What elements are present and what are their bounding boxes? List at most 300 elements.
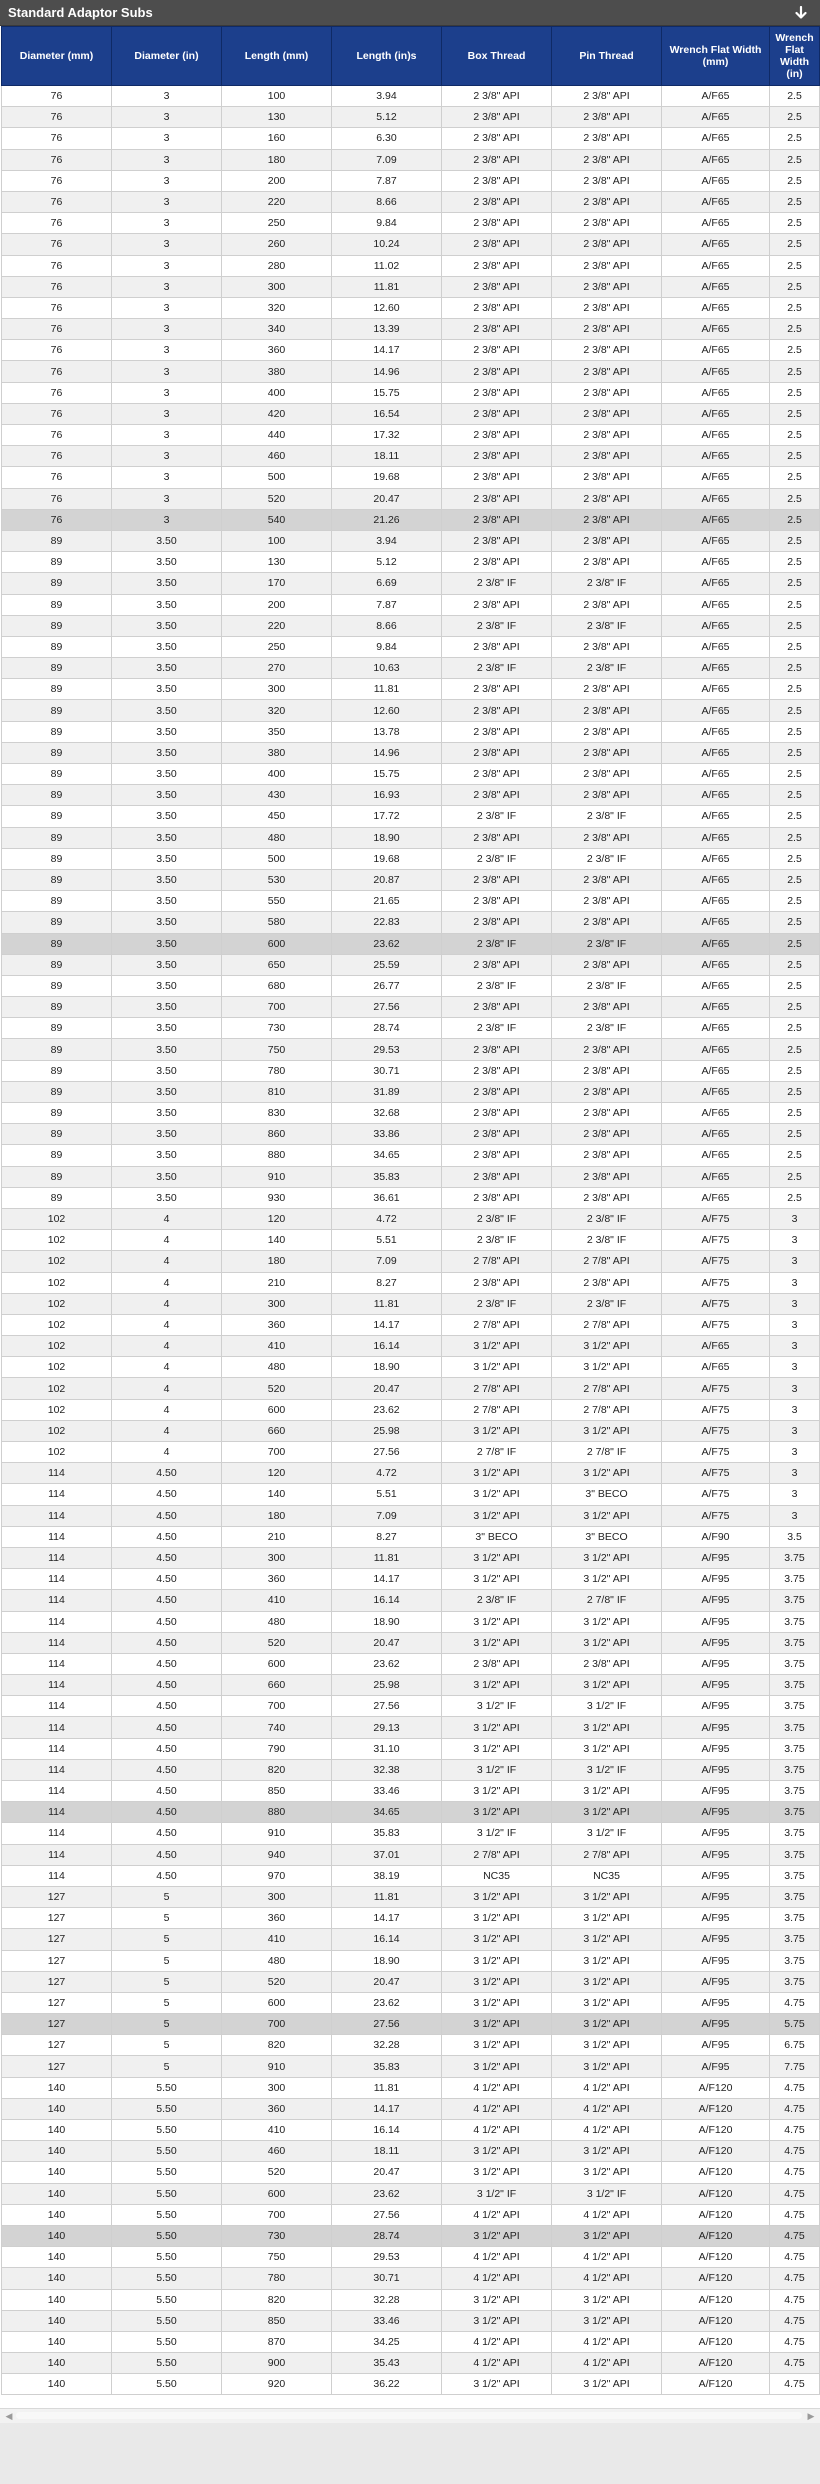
table-cell: 2 3/8" API <box>552 213 662 234</box>
table-cell: 127 <box>2 1908 112 1929</box>
table-cell: 3 <box>112 234 222 255</box>
table-row <box>2 2247 820 2268</box>
table-cell: 3.50 <box>112 785 222 806</box>
table-cell: 2 7/8" API <box>552 1314 662 1335</box>
table-cell: 7.87 <box>332 594 442 615</box>
table-cell: 2 3/8" API <box>552 488 662 509</box>
table-cell: 114 <box>2 1590 112 1611</box>
table-cell: 3 1/2" API <box>552 2056 662 2077</box>
table-cell: 2.5 <box>770 658 820 679</box>
table-cell: 3 1/2" API <box>552 1717 662 1738</box>
table-cell: 210 <box>222 1272 332 1293</box>
table-cell: 2 3/8" API <box>552 86 662 107</box>
table-row <box>2 1018 820 1039</box>
table-cell: 3 <box>112 191 222 212</box>
table-row <box>2 1569 820 1590</box>
table-cell: 2 3/8" IF <box>552 933 662 954</box>
table-row <box>2 1314 820 1335</box>
table-row <box>2 1420 820 1441</box>
table-cell: 3 1/2" API <box>552 1908 662 1929</box>
scrollbar-thumb[interactable] <box>16 2412 802 2419</box>
table-cell: 89 <box>2 997 112 1018</box>
table-cell: 3.75 <box>770 1590 820 1611</box>
table-cell: 2.5 <box>770 276 820 297</box>
table-row <box>2 403 820 424</box>
table-cell: 120 <box>222 1463 332 1484</box>
table-cell: A/F95 <box>662 1675 770 1696</box>
table-cell: A/F95 <box>662 1844 770 1865</box>
table-cell: 820 <box>222 2289 332 2310</box>
table-row <box>2 700 820 721</box>
table-cell: 3 <box>112 149 222 170</box>
column-header: Diameter (in) <box>112 27 222 86</box>
table-cell: 89 <box>2 933 112 954</box>
header-row <box>2 27 820 86</box>
table-cell: 2 3/8" API <box>552 340 662 361</box>
table-cell: 3 <box>770 1336 820 1357</box>
table-cell: 3.75 <box>770 1971 820 1992</box>
table-cell: 2.5 <box>770 700 820 721</box>
table-cell: 3 1/2" API <box>442 2056 552 2077</box>
table-cell: A/F65 <box>662 1124 770 1145</box>
table-cell: 3.75 <box>770 1950 820 1971</box>
table-cell: 5.12 <box>332 552 442 573</box>
table-cell: 2 3/8" API <box>552 552 662 573</box>
table-cell: 4 1/2" API <box>442 2120 552 2141</box>
table-cell: 830 <box>222 1103 332 1124</box>
table-cell: 930 <box>222 1187 332 1208</box>
table-cell: 3.50 <box>112 933 222 954</box>
table-cell: 2.5 <box>770 615 820 636</box>
table-cell: 20.47 <box>332 1971 442 1992</box>
table-cell: 89 <box>2 594 112 615</box>
table-cell: 5.50 <box>112 2162 222 2183</box>
table-cell: 3 1/2" IF <box>552 1696 662 1717</box>
table-cell: 270 <box>222 658 332 679</box>
table-cell: 3.50 <box>112 997 222 1018</box>
table-cell: 2 3/8" API <box>552 594 662 615</box>
table-row <box>2 785 820 806</box>
table-cell: 820 <box>222 2035 332 2056</box>
table-row <box>2 107 820 128</box>
table-cell: 35.43 <box>332 2353 442 2374</box>
table-cell: 16.14 <box>332 1590 442 1611</box>
table-cell: 2 3/8" API <box>442 1060 552 1081</box>
table-cell: 27.56 <box>332 1442 442 1463</box>
table-cell: 7.09 <box>332 1251 442 1272</box>
table-row <box>2 1992 820 2013</box>
table-cell: 33.46 <box>332 1781 442 1802</box>
table-cell: 3 1/2" API <box>442 1908 552 1929</box>
table-cell: 3 1/2" API <box>552 1950 662 1971</box>
table-cell: 460 <box>222 446 332 467</box>
table-cell: 300 <box>222 1293 332 1314</box>
table-cell: 2 3/8" API <box>442 891 552 912</box>
table-cell: 29.13 <box>332 1717 442 1738</box>
table-cell: 3.50 <box>112 1039 222 1060</box>
table-cell: 4.75 <box>770 2331 820 2352</box>
table-cell: 360 <box>222 340 332 361</box>
table-cell: 2.5 <box>770 764 820 785</box>
table-cell: A/F65 <box>662 149 770 170</box>
table-row <box>2 2289 820 2310</box>
table-cell: 320 <box>222 700 332 721</box>
table-cell: A/F95 <box>662 2035 770 2056</box>
table-cell: 100 <box>222 86 332 107</box>
table-cell: 700 <box>222 2204 332 2225</box>
horizontal-scrollbar[interactable] <box>0 2408 820 2424</box>
table-cell: 3 1/2" IF <box>552 2183 662 2204</box>
table-cell: 2 3/8" API <box>442 425 552 446</box>
table-cell: 3 1/2" API <box>552 2014 662 2035</box>
table-cell: 4 <box>112 1293 222 1314</box>
table-cell: 2 3/8" API <box>442 1124 552 1145</box>
table-cell: A/F75 <box>662 1293 770 1314</box>
table-cell: 3 1/2" API <box>552 1738 662 1759</box>
table-row <box>2 1166 820 1187</box>
table-cell: 89 <box>2 742 112 763</box>
table-cell: 2 3/8" API <box>552 319 662 340</box>
table-cell: 3.50 <box>112 1145 222 1166</box>
table-cell: 3.50 <box>112 1081 222 1102</box>
table-cell: 2 3/8" API <box>442 191 552 212</box>
table-cell: 4.50 <box>112 1865 222 1886</box>
table-cell: 3.50 <box>112 1166 222 1187</box>
table-cell: 3 <box>112 488 222 509</box>
table-cell: 2 3/8" API <box>552 107 662 128</box>
table-cell: 180 <box>222 1505 332 1526</box>
table-cell: A/F65 <box>662 488 770 509</box>
table-cell: A/F65 <box>662 403 770 424</box>
table-cell: 2 3/8" API <box>552 255 662 276</box>
table-cell: 4 1/2" API <box>552 2331 662 2352</box>
table-cell: 2 3/8" IF <box>442 933 552 954</box>
table-cell: 11.81 <box>332 1886 442 1907</box>
table-cell: A/F65 <box>662 933 770 954</box>
table-cell: 420 <box>222 403 332 424</box>
table-cell: 2 3/8" IF <box>442 1208 552 1229</box>
table-cell: A/F95 <box>662 1569 770 1590</box>
table-cell: A/F90 <box>662 1526 770 1547</box>
table-cell: 160 <box>222 128 332 149</box>
table-cell: 5 <box>112 1971 222 1992</box>
table-cell: A/F95 <box>662 1653 770 1674</box>
table-row <box>2 1696 820 1717</box>
table-cell: 3 <box>112 319 222 340</box>
table-cell: 3 1/2" API <box>552 1632 662 1653</box>
table-cell: 89 <box>2 1187 112 1208</box>
table-cell: 3 1/2" API <box>442 1802 552 1823</box>
table-cell: 5.50 <box>112 2120 222 2141</box>
table-cell: 2.5 <box>770 530 820 551</box>
table-cell: 76 <box>2 467 112 488</box>
table-cell: A/F65 <box>662 912 770 933</box>
table-row <box>2 2141 820 2162</box>
table-cell: 2.5 <box>770 975 820 996</box>
table-cell: 100 <box>222 530 332 551</box>
table-cell: 2 3/8" API <box>442 636 552 657</box>
table-cell: 18.11 <box>332 2141 442 2162</box>
table-cell: 4 <box>112 1251 222 1272</box>
table-row <box>2 128 820 149</box>
table-cell: 3 1/2" API <box>442 1484 552 1505</box>
table-cell: 5 <box>112 1992 222 2013</box>
table-cell: 20.47 <box>332 2162 442 2183</box>
table-cell: A/F95 <box>662 1950 770 1971</box>
arrow-left-icon[interactable]: ◀ <box>5 2411 13 2421</box>
table-cell: A/F65 <box>662 297 770 318</box>
table-cell: 3 <box>112 107 222 128</box>
table-cell: 30.71 <box>332 2268 442 2289</box>
table-cell: 2 3/8" API <box>442 382 552 403</box>
table-cell: 4.72 <box>332 1463 442 1484</box>
table-cell: 600 <box>222 2183 332 2204</box>
table-cell: 3 1/2" API <box>442 1336 552 1357</box>
table-row <box>2 2374 820 2395</box>
table-cell: 2 3/8" API <box>552 1166 662 1187</box>
table-cell: 2 3/8" API <box>552 1124 662 1145</box>
table-cell: 76 <box>2 340 112 361</box>
table-row <box>2 891 820 912</box>
table-cell: A/F120 <box>662 2141 770 2162</box>
table-cell: 102 <box>2 1399 112 1420</box>
table-cell: 3 1/2" API <box>552 2225 662 2246</box>
table-cell: 550 <box>222 891 332 912</box>
table-cell: 8.27 <box>332 1526 442 1547</box>
table-cell: 3.75 <box>770 1569 820 1590</box>
table-cell: 3 1/2" API <box>442 1971 552 1992</box>
table-cell: 2 3/8" API <box>442 785 552 806</box>
table-cell: 2 3/8" API <box>552 128 662 149</box>
table-cell: 28.74 <box>332 1018 442 1039</box>
table-cell: A/F65 <box>662 594 770 615</box>
table-row <box>2 319 820 340</box>
table-cell: 3.50 <box>112 721 222 742</box>
table-cell: 4.50 <box>112 1526 222 1547</box>
table-cell: 16.54 <box>332 403 442 424</box>
table-cell: 3.75 <box>770 1717 820 1738</box>
table-cell: 4.50 <box>112 1505 222 1526</box>
table-row <box>2 869 820 890</box>
table-cell: 2.5 <box>770 340 820 361</box>
table-cell: 3.50 <box>112 954 222 975</box>
table-row <box>2 2098 820 2119</box>
arrow-right-icon[interactable]: ▶ <box>807 2411 815 2421</box>
table-cell: 31.89 <box>332 1081 442 1102</box>
table-cell: 4.75 <box>770 2225 820 2246</box>
table-cell: 2 3/8" API <box>552 509 662 530</box>
table-cell: 2.5 <box>770 573 820 594</box>
table-cell: 480 <box>222 1611 332 1632</box>
table-cell: A/F95 <box>662 2056 770 2077</box>
table-cell: 4 1/2" API <box>442 2331 552 2352</box>
table-cell: 3 <box>112 467 222 488</box>
table-cell: 89 <box>2 975 112 996</box>
table-cell: 2 3/8" API <box>442 149 552 170</box>
table-cell: 89 <box>2 827 112 848</box>
table-cell: 3 1/2" API <box>442 1505 552 1526</box>
table-cell: 5 <box>112 2035 222 2056</box>
table-cell: 2 3/8" API <box>552 170 662 191</box>
table-cell: 3.5 <box>770 1526 820 1547</box>
table-cell: 4 1/2" API <box>552 2268 662 2289</box>
table-cell: 440 <box>222 425 332 446</box>
table-cell: 5 <box>112 1908 222 1929</box>
table-cell: 3 1/2" API <box>552 1357 662 1378</box>
table-row <box>2 2225 820 2246</box>
table-cell: 350 <box>222 721 332 742</box>
table-cell: A/F65 <box>662 764 770 785</box>
table-cell: 3.50 <box>112 912 222 933</box>
table-cell: 140 <box>2 2331 112 2352</box>
table-row <box>2 1632 820 1653</box>
table-cell: 2.5 <box>770 636 820 657</box>
table-cell: 3.50 <box>112 636 222 657</box>
table-cell: 5.75 <box>770 2014 820 2035</box>
table-cell: A/F95 <box>662 1759 770 1780</box>
table-cell: A/F65 <box>662 382 770 403</box>
table-row <box>2 1336 820 1357</box>
table-row <box>2 382 820 403</box>
table-row <box>2 1886 820 1907</box>
table-cell: 2.5 <box>770 86 820 107</box>
table-cell: 11.81 <box>332 1293 442 1314</box>
table-cell: 102 <box>2 1420 112 1441</box>
table-cell: 3 1/2" API <box>552 1547 662 1568</box>
column-header: Pin Thread <box>552 27 662 86</box>
table-cell: 360 <box>222 1569 332 1590</box>
table-row <box>2 297 820 318</box>
table-row <box>2 467 820 488</box>
table-cell: 340 <box>222 319 332 340</box>
table-cell: 4 1/2" API <box>442 2247 552 2268</box>
table-cell: 114 <box>2 1738 112 1759</box>
table-cell: 140 <box>222 1484 332 1505</box>
table-row <box>2 170 820 191</box>
table-cell: 4 1/2" API <box>552 2247 662 2268</box>
table-cell: 14.17 <box>332 1569 442 1590</box>
table-cell: 2 3/8" API <box>552 446 662 467</box>
table-cell: 660 <box>222 1420 332 1441</box>
table-cell: 13.78 <box>332 721 442 742</box>
table-cell: 2 3/8" API <box>552 1103 662 1124</box>
table-cell: 2 3/8" IF <box>442 658 552 679</box>
table-cell: 14.17 <box>332 1908 442 1929</box>
column-header: Length (in)s <box>332 27 442 86</box>
table-row <box>2 340 820 361</box>
table-cell: 76 <box>2 213 112 234</box>
table-cell: A/F75 <box>662 1442 770 1463</box>
table-cell: 3 1/2" API <box>552 1781 662 1802</box>
table-cell: 2.5 <box>770 891 820 912</box>
table-cell: 210 <box>222 1526 332 1547</box>
table-cell: 2 3/8" API <box>442 552 552 573</box>
table-cell: 3 1/2" API <box>552 1569 662 1590</box>
table-cell: 18.90 <box>332 1950 442 1971</box>
table-cell: 114 <box>2 1653 112 1674</box>
table-cell: 920 <box>222 2374 332 2395</box>
table-cell: 2.5 <box>770 869 820 890</box>
table-cell: 2.5 <box>770 446 820 467</box>
table-cell: 7.09 <box>332 149 442 170</box>
table-cell: 750 <box>222 1039 332 1060</box>
table-cell: 3 1/2" API <box>552 2035 662 2056</box>
table-row <box>2 658 820 679</box>
table-cell: A/F65 <box>662 827 770 848</box>
table-cell: 400 <box>222 764 332 785</box>
table-cell: 2.5 <box>770 997 820 1018</box>
table-cell: 16.14 <box>332 2120 442 2141</box>
table-cell: 76 <box>2 297 112 318</box>
table-cell: 3.50 <box>112 1187 222 1208</box>
table-cell: A/F65 <box>662 658 770 679</box>
table-row <box>2 764 820 785</box>
table-cell: 5.12 <box>332 107 442 128</box>
table-cell: 250 <box>222 636 332 657</box>
table-cell: A/F65 <box>662 191 770 212</box>
table-row <box>2 1526 820 1547</box>
table-cell: 410 <box>222 1336 332 1357</box>
table-cell: 114 <box>2 1717 112 1738</box>
table-cell: 2 3/8" API <box>442 255 552 276</box>
table-cell: 35.83 <box>332 2056 442 2077</box>
table-cell: 2 3/8" API <box>552 679 662 700</box>
table-cell: 680 <box>222 975 332 996</box>
table-cell: 89 <box>2 1081 112 1102</box>
table-cell: 700 <box>222 997 332 1018</box>
table-row <box>2 1865 820 1886</box>
table-cell: 4.50 <box>112 1632 222 1653</box>
table-cell: A/F120 <box>662 2120 770 2141</box>
table-cell: 3 1/2" API <box>442 1950 552 1971</box>
table-cell: 2 3/8" IF <box>552 615 662 636</box>
table-cell: 102 <box>2 1336 112 1357</box>
table-cell: 5.50 <box>112 2077 222 2098</box>
table-cell: 2.5 <box>770 403 820 424</box>
table-cell: 3 1/2" API <box>442 2225 552 2246</box>
table-cell: 5.50 <box>112 2353 222 2374</box>
arrow-down-icon[interactable] <box>790 2 812 24</box>
table-cell: 380 <box>222 361 332 382</box>
table-cell: 2 7/8" IF <box>442 1442 552 1463</box>
table-cell: 5.50 <box>112 2374 222 2395</box>
table-cell: 8.27 <box>332 1272 442 1293</box>
table-cell: 114 <box>2 1632 112 1653</box>
table-cell: 2.5 <box>770 255 820 276</box>
table-cell: 4.50 <box>112 1463 222 1484</box>
table-cell: A/F65 <box>662 679 770 700</box>
table-cell: 5 <box>112 1886 222 1907</box>
table-cell: 2 3/8" API <box>552 1187 662 1208</box>
table-row <box>2 213 820 234</box>
table-cell: A/F95 <box>662 1696 770 1717</box>
table-row <box>2 1124 820 1145</box>
table-cell: A/F65 <box>662 170 770 191</box>
table-cell: 2 7/8" IF <box>552 1590 662 1611</box>
table-cell: A/F95 <box>662 1929 770 1950</box>
table-cell: 2 3/8" API <box>552 276 662 297</box>
table-cell: 34.25 <box>332 2331 442 2352</box>
table-cell: 730 <box>222 2225 332 2246</box>
table-cell: 2.5 <box>770 679 820 700</box>
table-cell: 3 1/2" API <box>552 2289 662 2310</box>
table-cell: 3 1/2" API <box>552 1971 662 1992</box>
table-cell: 4 1/2" API <box>552 2353 662 2374</box>
table-cell: 89 <box>2 721 112 742</box>
table-cell: 76 <box>2 361 112 382</box>
table-cell: A/F65 <box>662 954 770 975</box>
table-row <box>2 742 820 763</box>
